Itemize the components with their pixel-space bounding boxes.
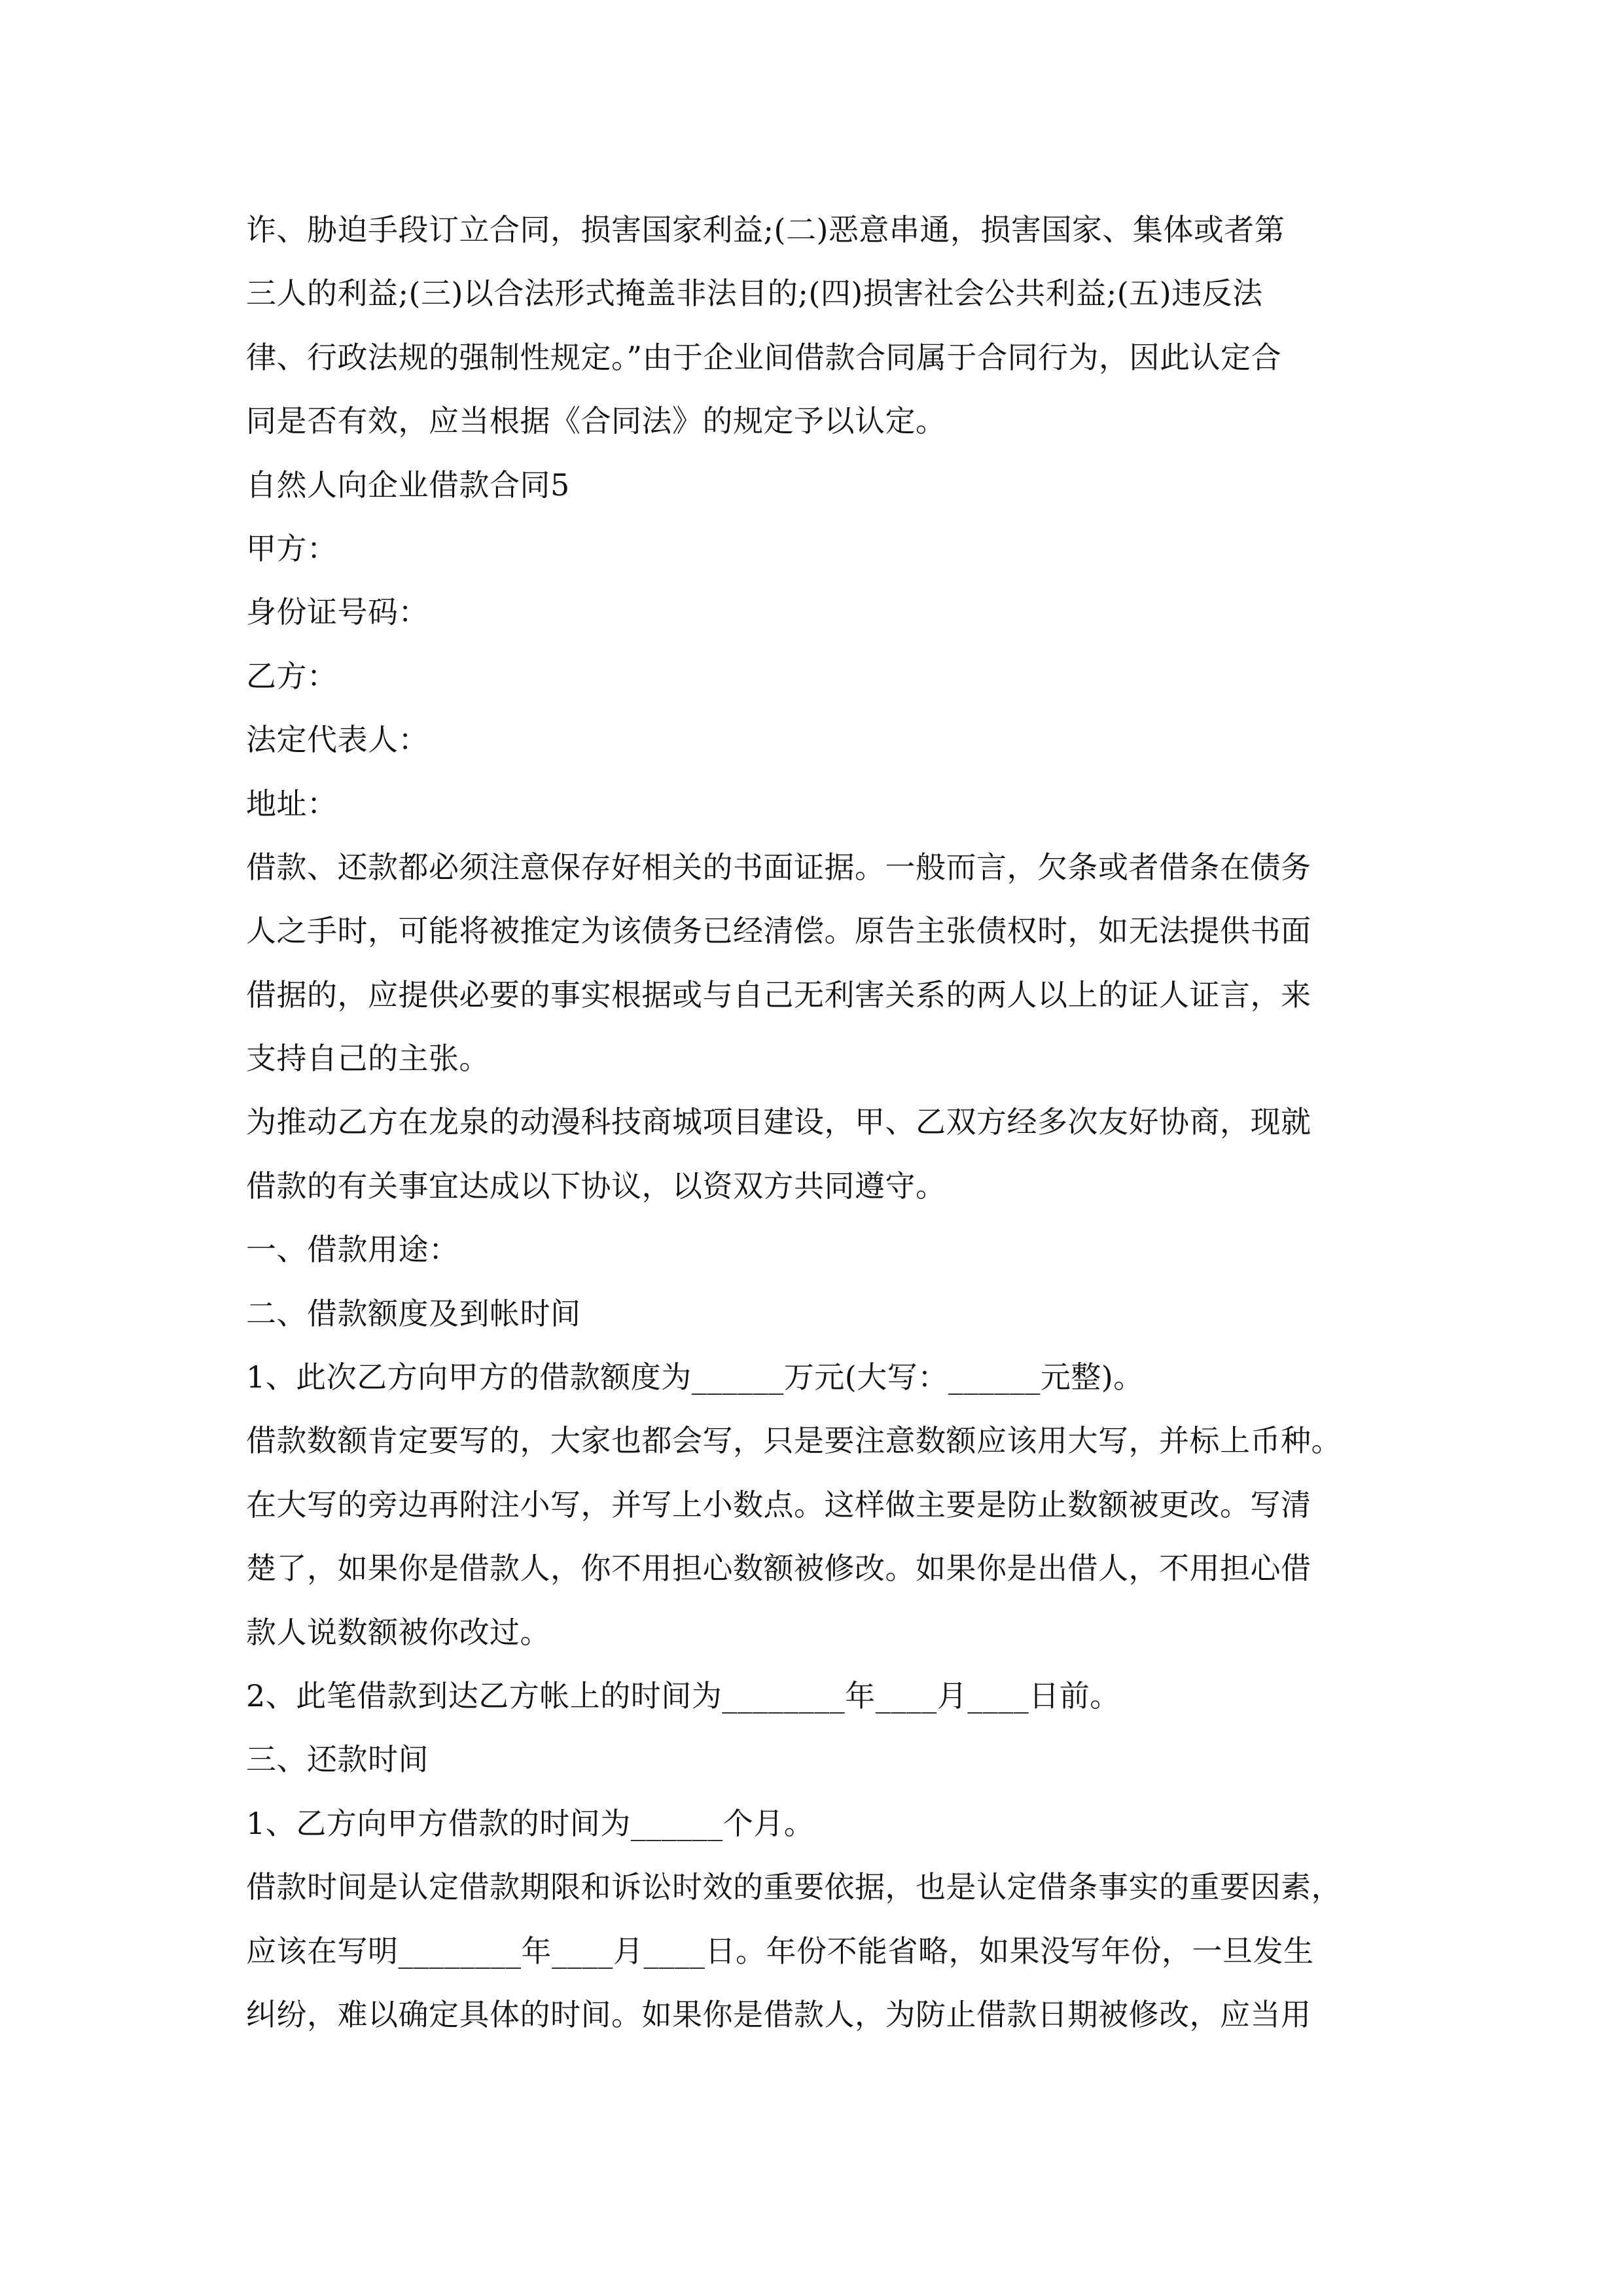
clause-heading: 三、还款时间 xyxy=(246,1742,429,1778)
text-line: 人之手时，可能将被推定为该债务已经清偿。原告主张债权时，如无法提供书面 xyxy=(246,913,1311,949)
clause-heading: 一、借款用途： xyxy=(246,1232,459,1268)
text-line: 支持自己的主张。 xyxy=(246,1041,490,1077)
text-line: 三人的利益;(三)以合法形式掩盖非法目的;(四)损害社会公共利益;(五)违反法 xyxy=(246,276,1263,312)
text-line: 为推动乙方在龙泉的动漫科技商城项目建设，甲、乙双方经多次友好协商，现就 xyxy=(246,1104,1311,1140)
text-line: 楚了，如果你是借款人，你不用担心数额被修改。如果你是出借人，不用担心借 xyxy=(246,1551,1311,1587)
party-b-field: 乙方： xyxy=(246,658,338,694)
text-line: 借据的，应提供必要的事实根据或与自己无利害关系的两人以上的证人证言，来 xyxy=(246,977,1311,1013)
text-line: 在大写的旁边再附注小写，并写上小数点。这样做主要是防止数额被更改。写清 xyxy=(246,1486,1311,1522)
text-line: 应该在写明________年____月____日。年份不能省略，如果没写年份，一旦发生 xyxy=(246,1933,1314,1969)
document-body xyxy=(246,198,1385,2047)
text-line: 借款的有关事宜达成以下协议，以资双方共同遵守。 xyxy=(246,1168,946,1204)
legal-representative-field: 法定代表人： xyxy=(246,722,429,758)
text-line: 同是否有效，应当根据《合同法》的规定予以认定。 xyxy=(246,403,946,439)
party-a-field: 甲方： xyxy=(246,530,338,566)
clause-item: 1、此次乙方向甲方的借款额度为______万元(大写：______元整)。 xyxy=(246,1359,1144,1395)
id-number-field: 身份证号码： xyxy=(246,594,429,630)
text-line: 借款时间是认定借款期限和诉讼时效的重要依据，也是认定借条事实的重要因素， xyxy=(246,1869,1342,1905)
clause-heading: 二、借款额度及到帐时间 xyxy=(246,1295,581,1331)
section-title: 自然人向企业借款合同5 xyxy=(246,467,570,503)
clause-item: 1、乙方向甲方借款的时间为______个月。 xyxy=(246,1805,815,1841)
text-line: 款人说数额被你改过。 xyxy=(246,1614,550,1650)
address-field: 地址： xyxy=(246,785,338,821)
text-line: 纠纷，难以确定具体的时间。如果你是借款人，为防止借款日期被修改，应当用 xyxy=(246,1996,1311,2032)
text-line: 诈、胁迫手段订立合同，损害国家利益;(二)恶意串通，损害国家、集体或者第 xyxy=(246,212,1285,247)
clause-item: 2、此笔借款到达乙方帐上的时间为________年____月____日前。 xyxy=(246,1677,1120,1713)
text-line: 借款数额肯定要写的，大家也都会写，只是要注意数额应该用大写，并标上币种。 xyxy=(246,1423,1342,1459)
text-line: 借款、还款都必须注意保存好相关的书面证据。一般而言，欠条或者借条在债务 xyxy=(246,849,1311,885)
text-line: 律、行政法规的强制性规定。”由于企业间借款合同属于合同行为，因此认定合 xyxy=(246,339,1282,375)
